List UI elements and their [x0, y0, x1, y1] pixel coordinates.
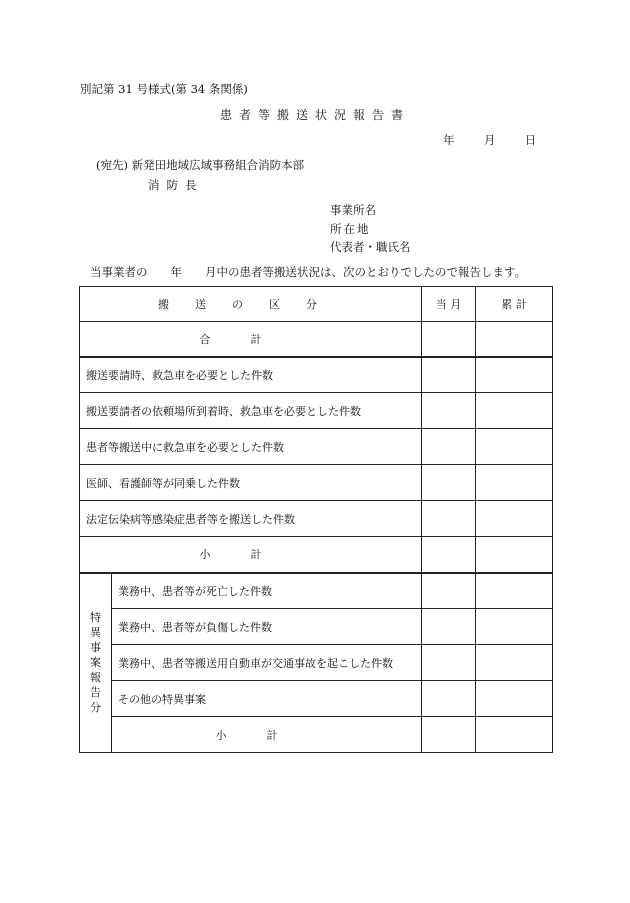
date-day: 日	[524, 133, 537, 147]
cumulative-cell[interactable]	[476, 573, 553, 609]
this-month-cell[interactable]	[422, 393, 476, 429]
row-label: 医師、看護師等が同乗した件数	[80, 465, 422, 501]
cumulative-cell[interactable]	[476, 501, 553, 537]
form-number: 別記第 31 号様式(第 34 条関係)	[80, 82, 248, 96]
cumulative-cell[interactable]	[476, 681, 553, 717]
special-label-char: 異	[90, 626, 101, 640]
row-label: 業務中、患者等が負傷した件数	[112, 609, 422, 645]
this-month-cell[interactable]	[422, 681, 476, 717]
this-month-cell[interactable]	[422, 645, 476, 681]
this-month-cell[interactable]	[422, 429, 476, 465]
special-label-char: 特	[90, 611, 101, 625]
total-row	[80, 322, 553, 357]
this-month-cell[interactable]	[422, 609, 476, 645]
addressee-title: 消防長	[148, 178, 204, 192]
cumulative-cell[interactable]	[476, 609, 553, 645]
cumulative-cell[interactable]	[476, 357, 553, 393]
reporter-name-label: 代表者・職氏名	[330, 240, 411, 254]
report-statement: 当事業者の 年 月中の患者等搬送状況は、次のとおりでしたので報告します。	[90, 265, 527, 279]
subtotal-this-month-cell[interactable]	[422, 537, 476, 573]
special-subtotal-row	[80, 717, 553, 753]
cumulative-cell[interactable]	[476, 393, 553, 429]
reporter-location-label: 所在地	[330, 222, 371, 236]
special-label-char: 分	[90, 701, 101, 715]
special-label-char: 事	[90, 641, 101, 655]
table-row	[80, 429, 553, 465]
total-label: 合計	[80, 322, 422, 357]
row-label: 患者等搬送中に救急車を必要とした件数	[80, 429, 422, 465]
date-line	[443, 132, 536, 148]
row-label: 業務中、患者等搬送用自動車が交通事故を起こした件数	[112, 645, 422, 681]
special-label-char: 案	[90, 656, 101, 670]
subtotal-label: 小計	[80, 537, 422, 573]
reporter-office-label: 事業所名	[330, 203, 376, 217]
row-label: 搬送要請者の依頼場所到着時、救急車を必要とした件数	[80, 393, 422, 429]
table-row	[80, 681, 553, 717]
special-label-char: 告	[90, 686, 101, 700]
report-table	[79, 286, 553, 753]
cumulative-cell[interactable]	[476, 429, 553, 465]
document-title: 患者等搬送状況報告書	[219, 108, 410, 122]
date-month: 月	[483, 133, 496, 147]
row-label: 法定伝染病等感染症患者等を搬送した件数	[80, 501, 422, 537]
this-month-cell[interactable]	[422, 357, 476, 393]
table-row	[80, 465, 553, 501]
subtotal-cumulative-cell[interactable]	[476, 537, 553, 573]
table-row	[80, 393, 553, 429]
table-row	[80, 645, 553, 681]
row-label: 業務中、患者等が死亡した件数	[112, 573, 422, 609]
table-header-row	[80, 287, 553, 322]
table-row	[80, 609, 553, 645]
date-year: 年	[443, 133, 455, 147]
total-this-month-cell[interactable]	[422, 322, 476, 357]
table-row	[80, 501, 553, 537]
special-incident-label	[80, 573, 112, 753]
table-row	[80, 573, 553, 609]
this-month-cell[interactable]	[422, 573, 476, 609]
special-subtotal-cumulative-cell[interactable]	[476, 717, 553, 753]
cumulative-cell[interactable]	[476, 645, 553, 681]
subtotal-row	[80, 537, 553, 573]
addressee-line: (宛先) 新発田地域広域事務組合消防本部	[96, 158, 305, 172]
this-month-cell[interactable]	[422, 501, 476, 537]
row-label: その他の特異事案	[112, 681, 422, 717]
header-this-month: 当 月	[422, 287, 476, 322]
table-row	[80, 357, 553, 393]
header-cumulative: 累 計	[476, 287, 553, 322]
special-subtotal-this-month-cell[interactable]	[422, 717, 476, 753]
header-category: 搬送の区分	[80, 287, 422, 322]
this-month-cell[interactable]	[422, 465, 476, 501]
total-cumulative-cell[interactable]	[476, 322, 553, 357]
special-subtotal-label: 小計	[112, 717, 422, 753]
cumulative-cell[interactable]	[476, 465, 553, 501]
special-label-char: 報	[90, 671, 101, 685]
row-label: 搬送要請時、救急車を必要とした件数	[80, 357, 422, 393]
